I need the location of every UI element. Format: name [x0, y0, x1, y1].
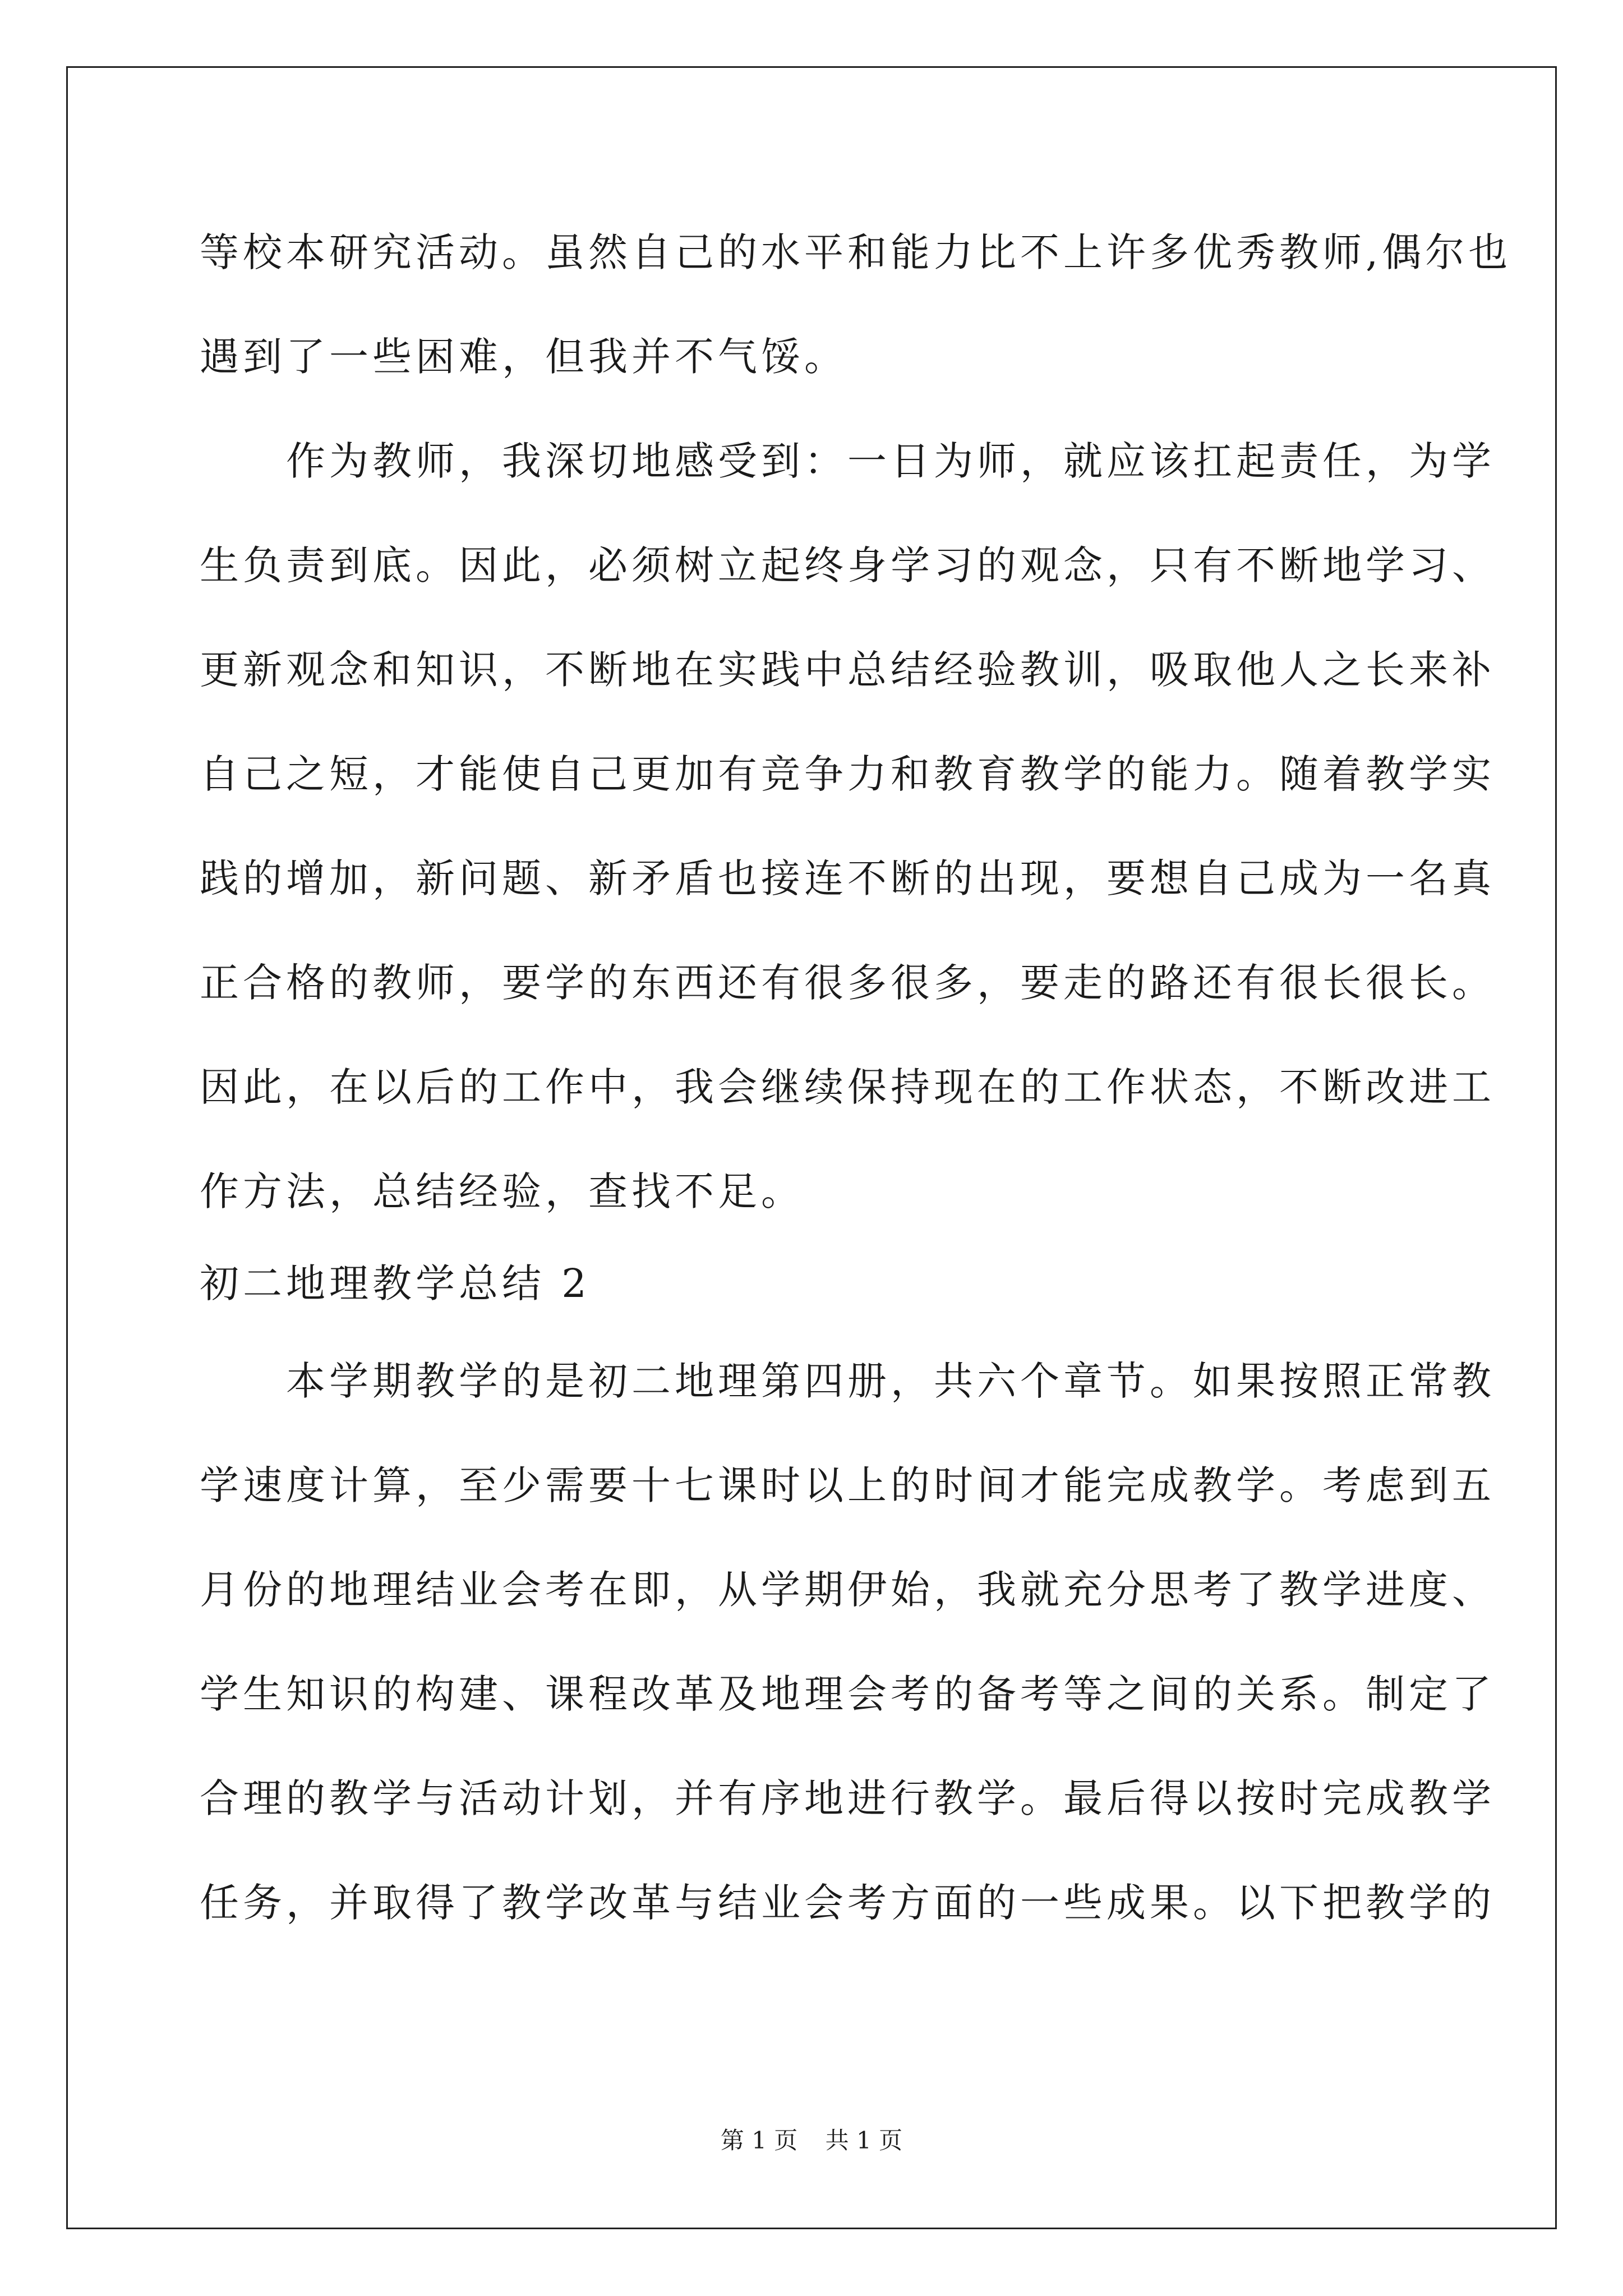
text-line: 更新观念和知识，不断地在实践中总结经验教训，吸取他人之长来补	[200, 647, 1495, 693]
text-line: 作方法，总结经验，查找不足。	[200, 1168, 804, 1214]
page-number: 第 1 页	[720, 2127, 798, 2154]
text-line: 因此，在以后的工作中，我会继续保持现在的工作状态，不断改进工	[200, 1064, 1495, 1110]
text-line: 本学期教学的是初二地理第四册，共六个章节。如果按照正常教	[200, 1358, 1495, 1404]
text-line: 任务，并取得了教学改革与结业会考方面的一些成果。以下把教学的	[200, 1880, 1495, 1926]
section-heading: 初二地理教学总结 2	[200, 1260, 591, 1306]
text-line: 月份的地理结业会考在即，从学期伊始，我就充分思考了教学进度、	[200, 1567, 1495, 1613]
text-line: 生负责到底。因此，必须树立起终身学习的观念，只有不断地学习、	[200, 542, 1495, 588]
text-line: 学速度计算，至少需要十七课时以上的时间才能完成教学。考虑到五	[200, 1462, 1495, 1508]
text-line: 等校本研究活动。虽然自己的水平和能力比不上许多优秀教师,偶尔也	[200, 229, 1512, 275]
text-line: 作为教师，我深切地感受到：一日为师，就应该扛起责任，为学	[200, 438, 1495, 484]
text-line: 合理的教学与活动计划，并有序地进行教学。最后得以按时完成教学	[200, 1775, 1495, 1821]
page-footer	[0, 2124, 1623, 2157]
text-line: 学生知识的构建、课程改革及地理会考的备考等之间的关系。制定了	[200, 1671, 1495, 1717]
text-line: 践的增加，新问题、新矛盾也接连不断的出现，要想自己成为一名真	[200, 855, 1495, 901]
text-line: 正合格的教师，要学的东西还有很多很多，要走的路还有很长很长。	[200, 960, 1495, 1006]
text-line: 遇到了一些困难，但我并不气馁。	[200, 334, 847, 380]
text-line: 自己之短，才能使自己更加有竞争力和教育教学的能力。随着教学实	[200, 751, 1495, 797]
page-total: 共 1 页	[825, 2127, 903, 2154]
